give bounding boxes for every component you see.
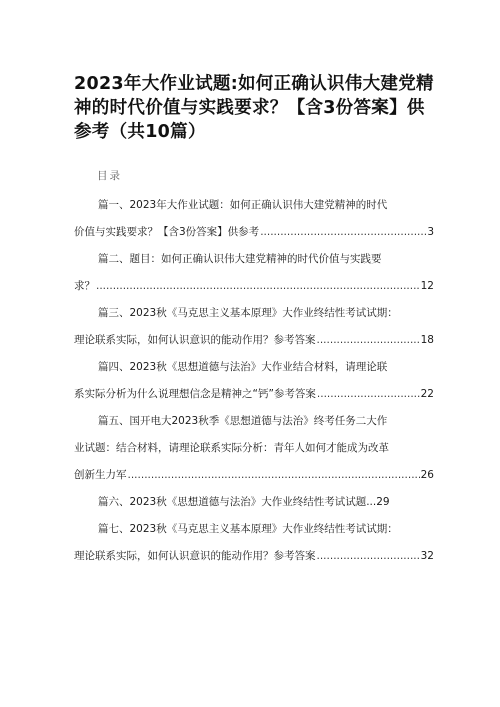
toc-entry-text: 业试题：结合材料，请理论联系实际分析：青年人如何才能成为改革	[74, 442, 389, 454]
document-title	[74, 72, 434, 144]
toc-entry-line[interactable]	[74, 521, 434, 537]
toc-entry-line[interactable]	[74, 413, 434, 429]
toc-leader-dots	[260, 224, 426, 240]
toc-page-number: 3	[427, 226, 434, 238]
toc-entry-line[interactable]	[74, 278, 434, 294]
toc-page-number: 22	[420, 388, 434, 400]
toc-entry-text: 篇七、2023秋《马克思主义基本原理》大作业终结性考试试期：	[98, 523, 398, 535]
toc-page-number: 12	[420, 280, 434, 292]
toc-entry-line[interactable]	[74, 197, 434, 213]
toc-leader-dots	[317, 548, 420, 564]
title-line: 参考（共10篇）	[74, 122, 206, 142]
toc-page-number: 32	[420, 550, 434, 562]
toc-entry-text: 理论联系实际，如何认识意识的能动作用？参考答案	[74, 334, 316, 346]
toc-entry-line[interactable]	[74, 494, 434, 510]
toc-leader-dots	[317, 332, 420, 348]
toc-entry-text: 篇四、2023秋《思想道德与法治》大作业结合材料，请理论联	[98, 361, 388, 373]
toc-page-number: 26	[420, 469, 434, 481]
toc-entry-line[interactable]	[74, 251, 434, 267]
toc-entry-line[interactable]	[74, 224, 434, 240]
toc-heading: 目录	[97, 170, 122, 182]
toc-entry-line[interactable]	[74, 359, 434, 375]
toc-page-number: 18	[420, 334, 434, 346]
toc-entry-text: 求？	[74, 280, 95, 292]
toc-entry-text: 价值与实践要求？【含3份答案】供参考	[74, 226, 260, 238]
toc-entry-text: 篇一、2023年大作业试题：如何正确认识伟大建党精神的时代	[98, 199, 388, 211]
toc-entry-text: 篇六、2023秋《思想道德与法治》大作业终结性考试试题...	[98, 496, 377, 508]
toc-entry-line[interactable]	[74, 305, 434, 321]
toc-entry-text: 篇三、2023秋《马克思主义基本原理》大作业终结性考试试期：	[98, 307, 398, 319]
toc-leader-dots	[128, 467, 420, 483]
toc-entry-text: 篇五、国开电大2023秋季《思想道德与法治》终考任务二大作	[98, 415, 388, 427]
toc-leader-dots	[317, 386, 420, 402]
toc-entry-text: 理论联系实际，如何认识意识的能动作用？参考答案	[74, 550, 316, 562]
toc-entry-line[interactable]	[74, 332, 434, 348]
toc-entry-text: 系实际分析为什么说理想信念是精神之“钙”参考答案	[74, 388, 316, 400]
title-line: 2023年大作业试题:如何正确认识伟大建党精	[74, 74, 434, 94]
toc-entry-line[interactable]	[74, 386, 434, 402]
toc-leader-dots	[96, 278, 420, 294]
toc-page-number: 29	[376, 496, 390, 508]
toc-entry-text: 篇二、题目：如何正确认识伟大建党精神的时代价值与实践要	[98, 253, 382, 265]
toc-entry-line[interactable]	[74, 440, 434, 456]
toc-entry-line[interactable]	[74, 548, 434, 564]
toc-entry-text: 创新生力军	[74, 469, 127, 481]
title-line: 神的时代价值与实践要求？【含3份答案】供	[74, 98, 425, 118]
toc-entry-line[interactable]	[74, 467, 434, 483]
